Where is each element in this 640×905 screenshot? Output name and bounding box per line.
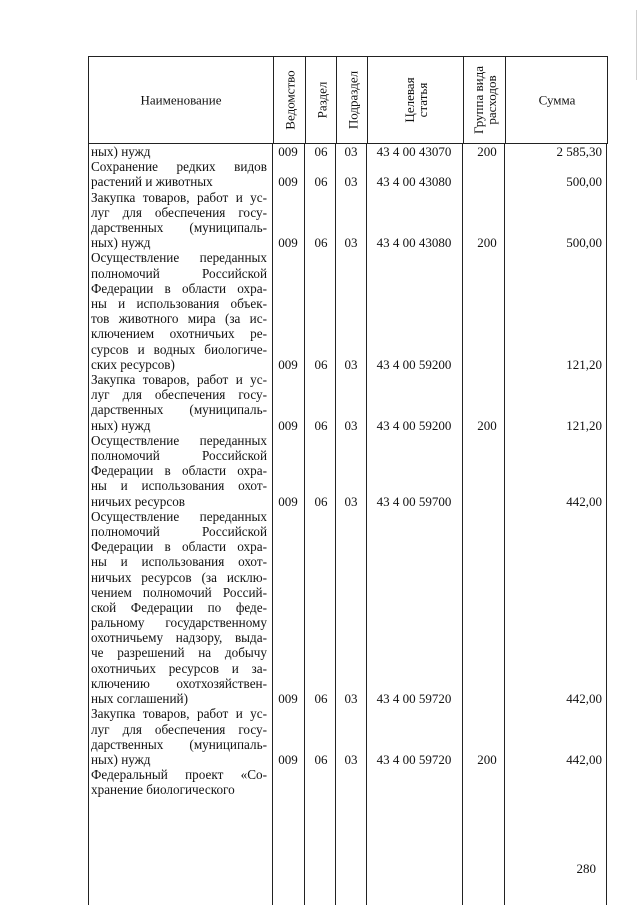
row-name-line: дарственных (муниципаль- <box>91 402 267 418</box>
table-row <box>88 250 608 372</box>
header-gruppa <box>472 66 498 134</box>
cell-gruppa: 200 <box>477 235 497 251</box>
cell-vedomstvo: 009 <box>278 751 298 767</box>
row-name <box>91 372 267 433</box>
cell-vedomstvo: 009 <box>278 691 298 707</box>
row-name-line: ничьих ресурсов <box>91 493 186 509</box>
table-body <box>88 143 608 905</box>
row-name-line: Осуществление переданных <box>91 250 267 266</box>
cell-celevaya: 43 4 00 59720 <box>376 751 452 767</box>
cell-razdel: 06 <box>314 174 328 190</box>
cell-celevaya: 43 4 00 43070 <box>376 144 452 159</box>
table-row <box>88 372 608 433</box>
cell-razdel: 06 <box>314 493 328 509</box>
row-name-line: ных) нужд <box>91 144 151 159</box>
cell-podrazdel: 03 <box>344 493 358 509</box>
row-name-line: дарственных (муниципаль- <box>91 736 267 752</box>
cell-celevaya: 43 4 00 59200 <box>376 417 452 433</box>
cell-podrazdel: 03 <box>344 174 358 190</box>
cell-razdel: 06 <box>314 356 328 372</box>
row-name-line: ных) нужд <box>91 417 151 433</box>
row-name-line: дарственных (муниципаль- <box>91 219 267 235</box>
table-header <box>88 56 608 144</box>
row-name-line: чением полномочий Россий- <box>91 584 267 600</box>
cell-podrazdel: 03 <box>344 235 358 251</box>
header-celevaya-cell <box>367 57 464 143</box>
row-name-line: Осуществление переданных <box>91 432 267 448</box>
row-name-line: охотничьему надзору, выда- <box>91 630 267 646</box>
cell-razdel: 06 <box>314 691 328 707</box>
cell-vedomstvo: 009 <box>278 493 298 509</box>
cell-summa: 442,00 <box>566 751 602 767</box>
header-gruppa-line2: расходов <box>484 75 499 125</box>
row-name-line: ключением охотничьих ре- <box>91 326 267 342</box>
row-name-line: охотничьих ресурсов и за- <box>91 660 267 676</box>
row-name-line: луг для обеспечения госу- <box>91 721 267 737</box>
cell-celevaya: 43 4 00 59200 <box>376 356 452 372</box>
header-razdel-cell <box>305 57 337 143</box>
row-name-line: ны и использования объек- <box>91 295 267 311</box>
cell-celevaya: 43 4 00 43080 <box>376 235 452 251</box>
header-summa: Сумма <box>538 92 576 108</box>
row-name-line: ральному государственному <box>91 615 267 631</box>
cell-celevaya: 43 4 00 43080 <box>376 174 452 190</box>
row-name-line: полномочий Российской <box>91 523 267 539</box>
table-row <box>88 767 608 797</box>
header-summa-cell <box>505 57 608 143</box>
row-name-line: Закупка товаров, работ и ус- <box>91 189 267 205</box>
row-name <box>91 706 267 767</box>
row-name-line: че разрешений на добычу <box>91 645 267 661</box>
row-name-line: сурсов и водных биологиче- <box>91 341 267 357</box>
row-name <box>91 159 267 189</box>
cell-vedomstvo: 009 <box>278 417 298 433</box>
table-row <box>88 706 608 767</box>
cell-podrazdel: 03 <box>344 356 358 372</box>
header-name-cell <box>89 57 273 143</box>
row-name-line: тов животного мира (за ис- <box>91 311 267 327</box>
cell-razdel: 06 <box>314 235 328 251</box>
page-number: 280 <box>576 861 596 876</box>
cell-gruppa: 200 <box>477 144 497 159</box>
cell-summa: 442,00 <box>566 493 602 509</box>
cell-summa: 2 585,30 <box>556 144 602 159</box>
row-name <box>91 767 267 797</box>
row-name-line: полномочий Российской <box>91 447 267 463</box>
header-gruppa-line1: Группа вида <box>471 66 486 134</box>
cell-summa: 500,00 <box>566 235 602 251</box>
header-vedomstvo: Ведомство <box>282 70 298 130</box>
row-name-line: Закупка товаров, работ и ус- <box>91 706 267 722</box>
row-name-line: Федеральный проект «Со- <box>91 767 267 783</box>
row-name-line: Закупка товаров, работ и ус- <box>91 372 267 387</box>
header-gruppa-cell <box>463 57 506 143</box>
cell-razdel: 06 <box>314 417 328 433</box>
row-name <box>91 433 267 509</box>
row-name-line: ничьих ресурсов (за исклю- <box>91 569 267 585</box>
header-razdel: Раздел <box>314 81 329 119</box>
cell-vedomstvo: 009 <box>278 174 298 190</box>
table-row <box>88 159 608 189</box>
cell-gruppa: 200 <box>477 417 497 433</box>
row-name-line: Сохранение редких видов <box>91 159 267 175</box>
table-row <box>88 509 608 707</box>
row-name <box>91 144 267 159</box>
row-name-line: Осуществление переданных <box>91 508 267 524</box>
header-name: Наименование <box>140 92 222 108</box>
row-name-line: ских ресурсов) <box>91 356 175 372</box>
row-name <box>91 190 267 251</box>
cell-summa: 121,20 <box>566 356 602 372</box>
header-celevaya-line2: статья <box>415 82 430 118</box>
cell-summa: 442,00 <box>566 691 602 707</box>
cell-summa: 500,00 <box>566 174 602 190</box>
cell-summa: 121,20 <box>566 417 602 433</box>
row-name-line: ключению охотхозяйствен- <box>91 675 267 691</box>
cell-podrazdel: 03 <box>344 691 358 707</box>
row-name-line: Федерации в области охра- <box>91 280 267 296</box>
table-row <box>88 190 608 251</box>
row-name-line: Федерации в области охра- <box>91 463 267 479</box>
header-podrazdel-cell <box>336 57 368 143</box>
row-name-line: полномочий Российской <box>91 265 267 281</box>
table-row <box>88 433 608 509</box>
row-name-line: ных) нужд <box>91 751 151 767</box>
row-name-line: растений и животных <box>91 174 213 190</box>
cell-razdel: 06 <box>314 144 328 159</box>
header-celevaya <box>403 77 429 122</box>
cell-gruppa: 200 <box>477 751 497 767</box>
row-name-line: хранение биологического <box>91 782 235 798</box>
cell-razdel: 06 <box>314 751 328 767</box>
row-name-line: Федерации в области охра- <box>91 539 267 555</box>
cell-vedomstvo: 009 <box>278 144 298 159</box>
row-name-line: ных) нужд <box>91 235 151 251</box>
row-name-line: ны и использования охот- <box>91 554 267 570</box>
table-row <box>88 144 608 159</box>
row-name-line: ской Федерации по феде- <box>91 599 267 615</box>
cell-vedomstvo: 009 <box>278 235 298 251</box>
header-podrazdel: Подраздел <box>345 70 360 130</box>
cell-podrazdel: 03 <box>344 751 358 767</box>
row-name-line: луг для обеспечения госу- <box>91 204 267 220</box>
header-celevaya-line1: Целевая <box>402 77 417 123</box>
row-name-line: ных соглашений) <box>91 691 188 707</box>
cell-vedomstvo: 009 <box>278 356 298 372</box>
cell-celevaya: 43 4 00 59700 <box>376 493 452 509</box>
cell-podrazdel: 03 <box>344 144 358 159</box>
page-edge-line <box>636 10 637 80</box>
row-name <box>91 509 267 706</box>
row-name-line: ны и использования охот- <box>91 478 267 494</box>
header-vedomstvo-cell <box>273 57 306 143</box>
row-name <box>91 250 267 372</box>
cell-celevaya: 43 4 00 59720 <box>376 691 452 707</box>
row-name-line: луг для обеспечения госу- <box>91 387 267 403</box>
cell-podrazdel: 03 <box>344 417 358 433</box>
